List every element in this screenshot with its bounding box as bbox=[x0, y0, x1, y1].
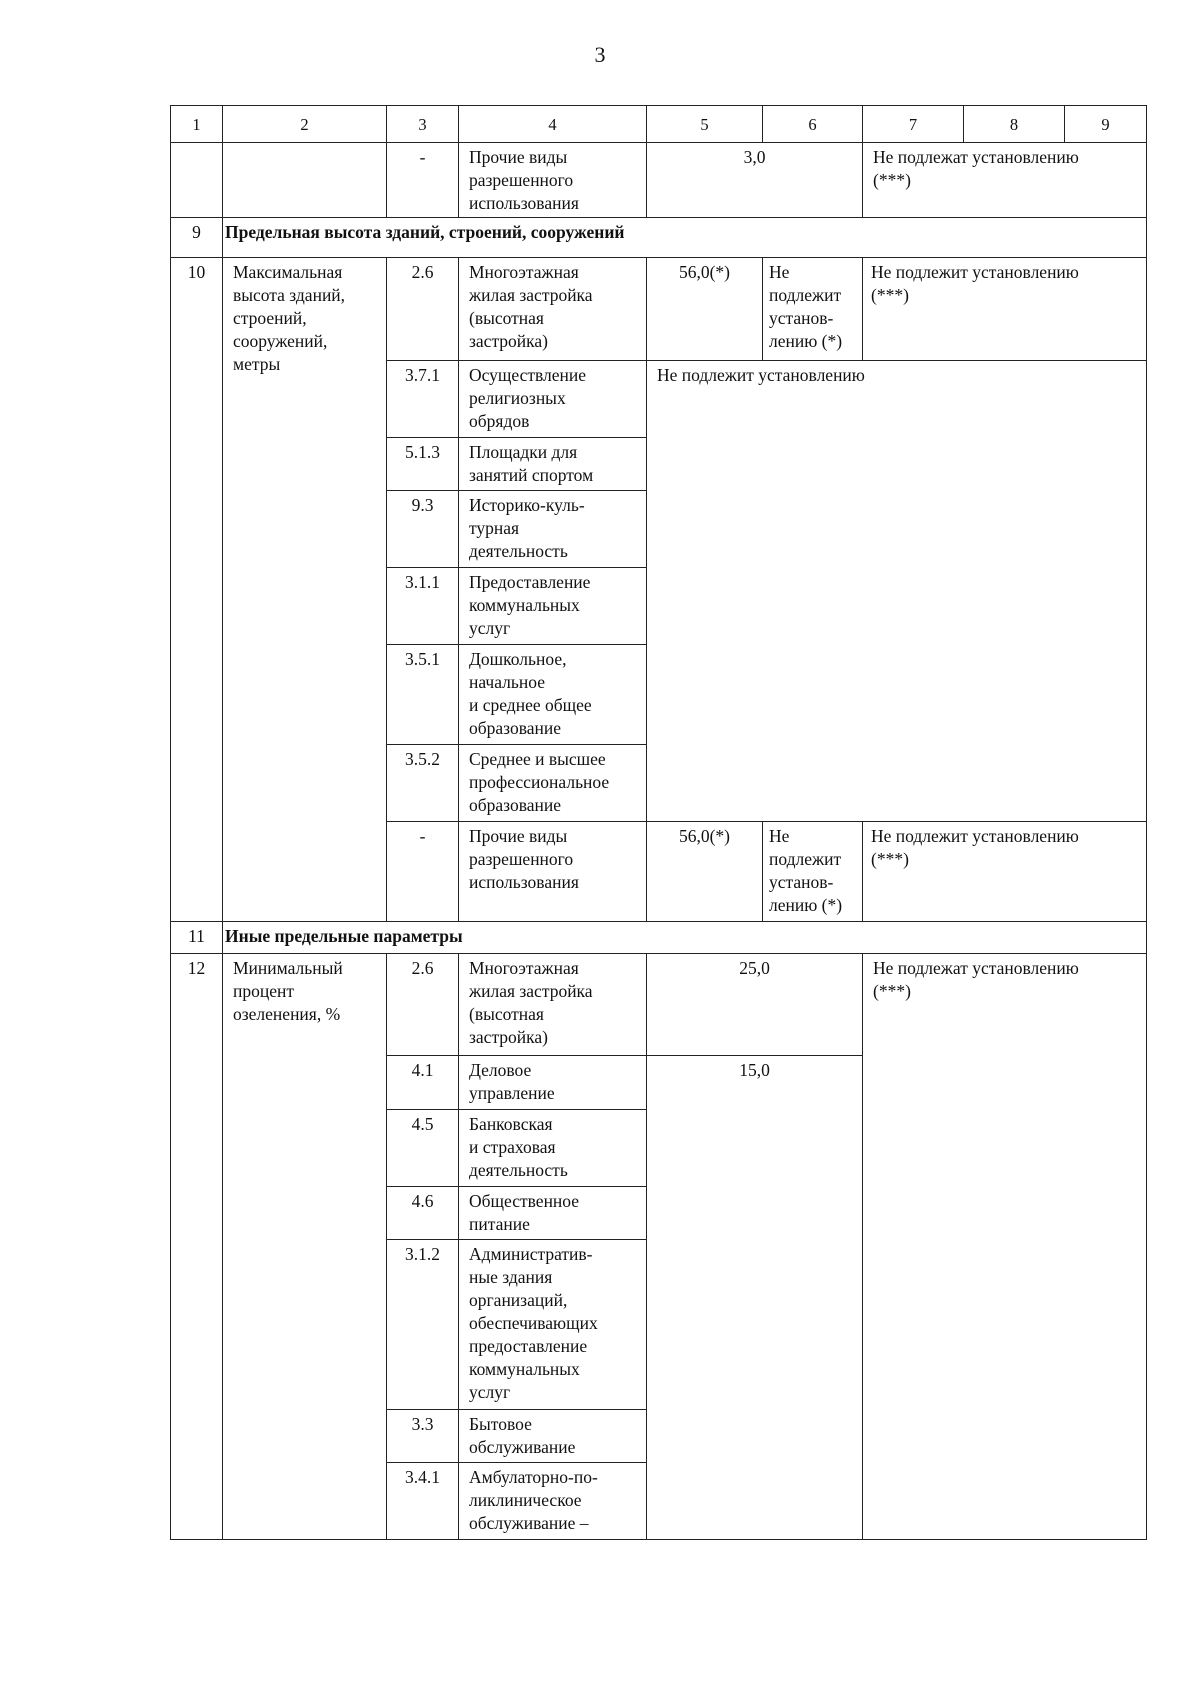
code-cell: 3.3 bbox=[387, 1410, 459, 1463]
code-cell: 2.6 bbox=[387, 258, 459, 361]
floors-cell: Не подлежит установ- лению (*) bbox=[763, 822, 863, 922]
header-cell: 6 bbox=[763, 106, 863, 143]
parameter-cell: Максимальная высота зданий, строений, сооружений, метры bbox=[223, 258, 387, 922]
use-type-cell: Прочие виды разрешенного использования bbox=[459, 822, 647, 922]
value-cell: 56,0(*) bbox=[647, 258, 763, 361]
header-cell: 3 bbox=[387, 106, 459, 143]
row-number-cell: 9 bbox=[171, 218, 223, 258]
use-type-cell: Многоэтажная жилая застройка (высотная застройка) bbox=[459, 258, 647, 361]
column-number-header bbox=[171, 106, 1147, 143]
section-title: Иные предельные параметры bbox=[223, 922, 1147, 954]
row-number-cell: 10 bbox=[171, 258, 223, 922]
note-cell: Не подлежит установлению (***) bbox=[863, 258, 1147, 361]
use-type-cell: Историко-куль- турная деятельность bbox=[459, 491, 647, 568]
header-cell: 8 bbox=[964, 106, 1065, 143]
code-cell: 3.5.1 bbox=[387, 645, 459, 745]
value-cell: 25,0 bbox=[647, 954, 863, 1056]
use-type-cell: Общественное питание bbox=[459, 1187, 647, 1240]
code-cell: 3.1.1 bbox=[387, 568, 459, 645]
use-type-cell: Осуществление религиозных обрядов bbox=[459, 361, 647, 438]
code-cell: - bbox=[387, 822, 459, 922]
row-number-cell bbox=[171, 143, 223, 218]
use-type-cell: Бытовое обслуживание bbox=[459, 1410, 647, 1463]
code-cell: 2.6 bbox=[387, 954, 459, 1056]
note-cell: Не подлежат установлению (***) bbox=[863, 954, 1147, 1540]
header-cell: 2 bbox=[223, 106, 387, 143]
section-row bbox=[171, 218, 1147, 258]
header-cell: 1 bbox=[171, 106, 223, 143]
use-type-cell: Амбулаторно-по- ликлиническое обслуживание – bbox=[459, 1463, 647, 1540]
code-cell: 9.3 bbox=[387, 491, 459, 568]
page-number: 3 bbox=[594, 42, 606, 67]
code-cell: 4.1 bbox=[387, 1056, 459, 1110]
use-type-cell: Среднее и высшее профессиональное образование bbox=[459, 745, 647, 822]
header-cell: 9 bbox=[1065, 106, 1147, 143]
use-type-cell: Банковская и страховая деятельность bbox=[459, 1110, 647, 1187]
table-row bbox=[171, 954, 1147, 1056]
code-cell: 4.5 bbox=[387, 1110, 459, 1187]
parameter-cell bbox=[223, 143, 387, 218]
note-cell: Не подлежит установлению (***) bbox=[863, 822, 1147, 922]
code-cell: 5.1.3 bbox=[387, 438, 459, 491]
code-cell: 4.6 bbox=[387, 1187, 459, 1240]
value-cell: 15,0 bbox=[647, 1056, 863, 1540]
floors-cell: Не подлежит установ- лению (*) bbox=[763, 258, 863, 361]
table-row bbox=[171, 143, 1147, 218]
parameter-cell: Минимальный процент озеленения, % bbox=[223, 954, 387, 1540]
use-type-cell: Деловое управление bbox=[459, 1056, 647, 1110]
value-cell: 3,0 bbox=[647, 143, 863, 218]
table-row bbox=[171, 258, 1147, 361]
note-cell: Не подлежит установлению bbox=[647, 361, 1147, 822]
regulations-table bbox=[170, 105, 1147, 1540]
row-number-cell: 11 bbox=[171, 922, 223, 954]
use-type-cell: Административ- ные здания организаций, обеспечивающих предоставление коммунальных услуг bbox=[459, 1240, 647, 1410]
use-type-cell: Многоэтажная жилая застройка (высотная застройка) bbox=[459, 954, 647, 1056]
header-cell: 4 bbox=[459, 106, 647, 143]
header-cell: 5 bbox=[647, 106, 763, 143]
use-type-cell: Площадки для занятий спортом bbox=[459, 438, 647, 491]
code-cell: 3.5.2 bbox=[387, 745, 459, 822]
row-number-cell: 12 bbox=[171, 954, 223, 1540]
use-type-cell: Прочие виды разрешенного использования bbox=[459, 143, 647, 218]
section-title: Предельная высота зданий, строений, сооружений bbox=[223, 218, 1147, 258]
code-cell: 3.7.1 bbox=[387, 361, 459, 438]
value-cell: 56,0(*) bbox=[647, 822, 763, 922]
code-cell: 3.4.1 bbox=[387, 1463, 459, 1540]
section-row bbox=[171, 922, 1147, 954]
use-type-cell: Дошкольное, начальное и среднее общее образование bbox=[459, 645, 647, 745]
note-cell: Не подлежат установлению (***) bbox=[863, 143, 1147, 218]
code-cell: - bbox=[387, 143, 459, 218]
use-type-cell: Предоставление коммунальных услуг bbox=[459, 568, 647, 645]
header-cell: 7 bbox=[863, 106, 964, 143]
code-cell: 3.1.2 bbox=[387, 1240, 459, 1410]
